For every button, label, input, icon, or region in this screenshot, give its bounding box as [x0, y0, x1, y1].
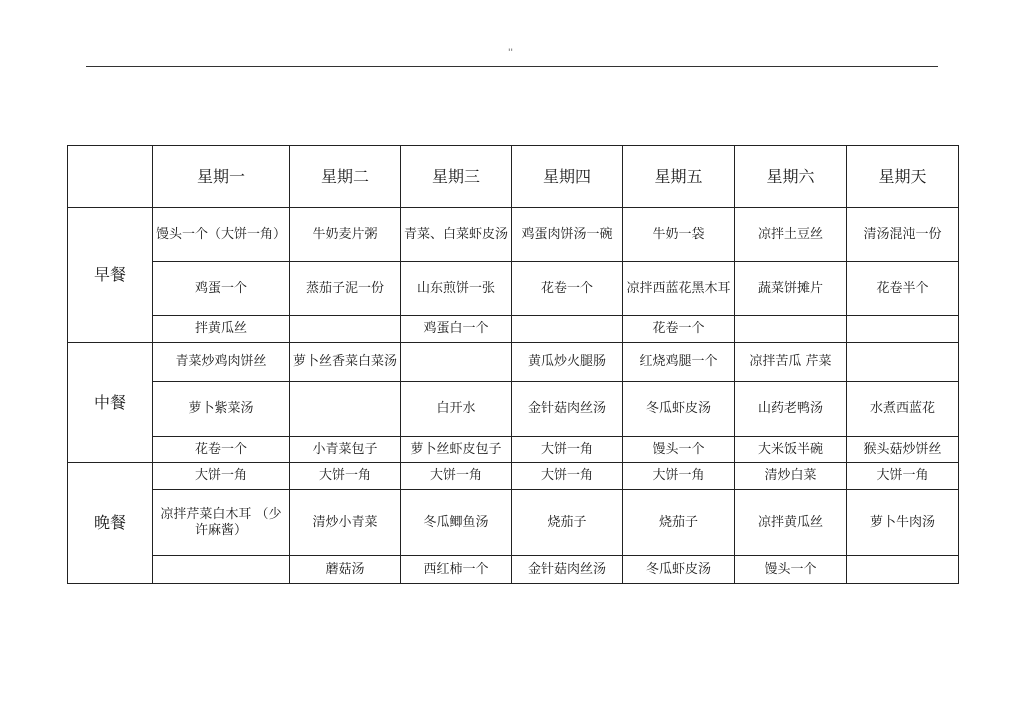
table-row [68, 437, 959, 463]
menu-cell: 小青菜包子 [290, 437, 401, 463]
meal-plan-table [67, 145, 959, 584]
menu-cell: 花卷半个 [847, 262, 959, 316]
menu-cell: 大饼一角 [401, 463, 512, 490]
menu-cell: 山药老鸭汤 [735, 382, 847, 437]
table-row [68, 208, 959, 262]
menu-cell: 牛奶一袋 [623, 208, 735, 262]
day-header-row [68, 146, 959, 208]
menu-cell: 花卷一个 [512, 262, 623, 316]
menu-cell: 花卷一个 [153, 437, 290, 463]
menu-cell: 萝卜丝虾皮包子 [401, 437, 512, 463]
menu-cell: 牛奶麦片粥 [290, 208, 401, 262]
table-row [68, 490, 959, 556]
menu-cell: 萝卜丝香菜白菜汤 [290, 343, 401, 382]
menu-cell: 鸡蛋一个 [153, 262, 290, 316]
day-header: 星期六 [735, 146, 847, 208]
header-rule [86, 66, 938, 67]
table-row [68, 343, 959, 382]
menu-cell: 清炒小青菜 [290, 490, 401, 556]
menu-cell: 馒头一个 [623, 437, 735, 463]
menu-cell: 凉拌土豆丝 [735, 208, 847, 262]
day-header: 星期五 [623, 146, 735, 208]
menu-cell: 萝卜紫菜汤 [153, 382, 290, 437]
menu-cell [290, 316, 401, 343]
menu-cell [847, 556, 959, 584]
menu-cell: 大饼一角 [623, 463, 735, 490]
menu-cell: 烧茄子 [512, 490, 623, 556]
menu-cell: 烧茄子 [623, 490, 735, 556]
menu-cell: 鸡蛋肉饼汤一碗 [512, 208, 623, 262]
table-row [68, 316, 959, 343]
menu-cell: 山东煎饼一张 [401, 262, 512, 316]
menu-cell [847, 343, 959, 382]
menu-cell: 凉拌苦瓜 芹菜 [735, 343, 847, 382]
menu-cell [735, 316, 847, 343]
menu-cell: 大饼一角 [847, 463, 959, 490]
menu-cell: 黄瓜炒火腿肠 [512, 343, 623, 382]
menu-cell: 凉拌芹菜白木耳 （少许麻酱） [153, 490, 290, 556]
menu-cell: 花卷一个 [623, 316, 735, 343]
menu-cell: 大饼一角 [290, 463, 401, 490]
day-header: 星期三 [401, 146, 512, 208]
day-header: 星期天 [847, 146, 959, 208]
menu-cell: 清汤混沌一份 [847, 208, 959, 262]
menu-cell: 红烧鸡腿一个 [623, 343, 735, 382]
corner-cell [68, 146, 153, 208]
meal-label-lunch: 中餐 [68, 343, 153, 463]
menu-cell: 鸡蛋白一个 [401, 316, 512, 343]
menu-cell: 大饼一角 [512, 463, 623, 490]
table-row [68, 556, 959, 584]
day-header: 星期一 [153, 146, 290, 208]
menu-cell [290, 382, 401, 437]
menu-cell: 冬瓜虾皮汤 [623, 556, 735, 584]
menu-cell: 馒头一个 [735, 556, 847, 584]
menu-cell: 拌黄瓜丝 [153, 316, 290, 343]
meal-label-breakfast: 早餐 [68, 208, 153, 343]
menu-cell: 金针菇肉丝汤 [512, 556, 623, 584]
table-row [68, 463, 959, 490]
menu-cell: 白开水 [401, 382, 512, 437]
menu-cell [401, 343, 512, 382]
menu-cell: 蘑菇汤 [290, 556, 401, 584]
menu-cell: 青菜、白菜虾皮汤 [401, 208, 512, 262]
menu-cell: 水煮西蓝花 [847, 382, 959, 437]
menu-cell: 金针菇肉丝汤 [512, 382, 623, 437]
table-row [68, 262, 959, 316]
menu-cell: 青菜炒鸡肉饼丝 [153, 343, 290, 382]
header-mark: '' [508, 48, 513, 58]
menu-cell: 馒头一个（大饼一角） [153, 208, 290, 262]
menu-cell: 大饼一角 [153, 463, 290, 490]
menu-cell: 大米饭半碗 [735, 437, 847, 463]
menu-cell [847, 316, 959, 343]
meal-label-dinner: 晚餐 [68, 463, 153, 584]
day-header: 星期四 [512, 146, 623, 208]
menu-cell: 凉拌黄瓜丝 [735, 490, 847, 556]
menu-cell: 大饼一角 [512, 437, 623, 463]
menu-cell: 冬瓜鲫鱼汤 [401, 490, 512, 556]
menu-cell: 凉拌西蓝花黑木耳 [623, 262, 735, 316]
menu-cell: 西红柿一个 [401, 556, 512, 584]
menu-cell: 冬瓜虾皮汤 [623, 382, 735, 437]
menu-cell: 蒸茄子泥一份 [290, 262, 401, 316]
menu-cell [512, 316, 623, 343]
menu-cell: 萝卜牛肉汤 [847, 490, 959, 556]
menu-cell [153, 556, 290, 584]
table-row [68, 382, 959, 437]
menu-cell: 清炒白菜 [735, 463, 847, 490]
day-header: 星期二 [290, 146, 401, 208]
menu-cell: 猴头菇炒饼丝 [847, 437, 959, 463]
menu-cell: 蔬菜饼摊片 [735, 262, 847, 316]
